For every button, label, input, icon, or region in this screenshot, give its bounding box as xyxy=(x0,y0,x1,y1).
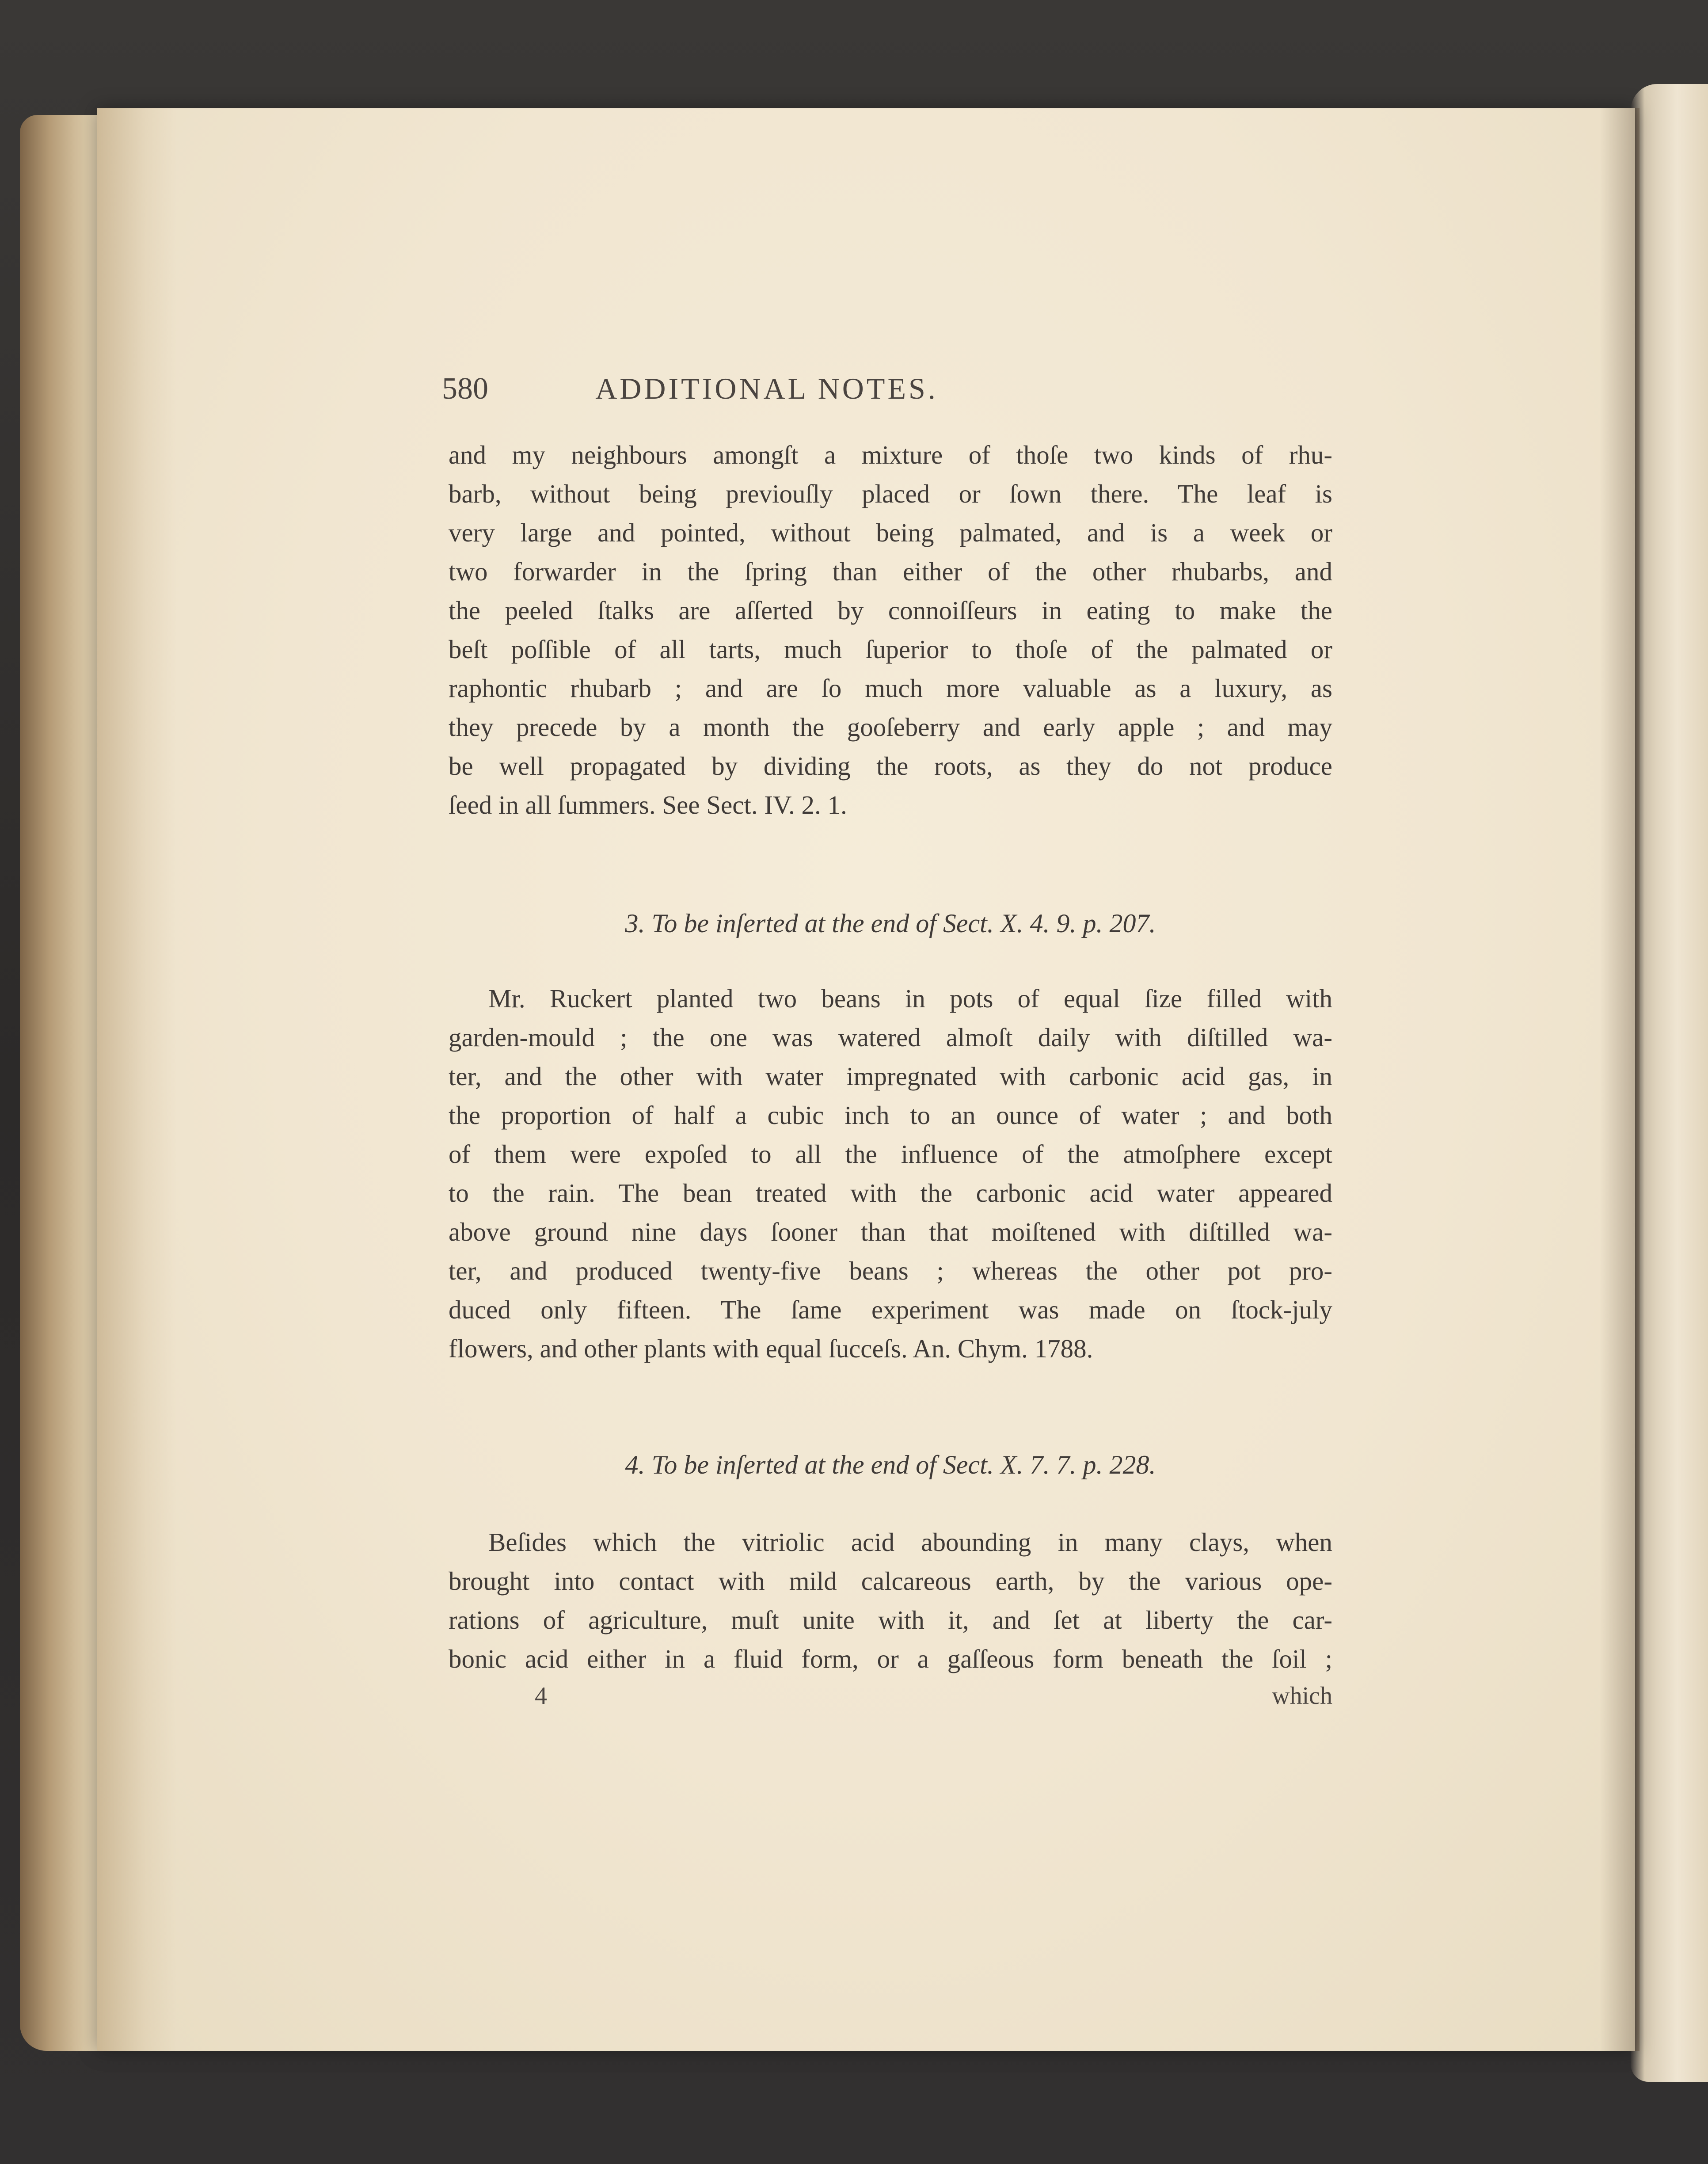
signature-mark: 4 xyxy=(535,1682,547,1710)
text-line: ſeed in all ſummers. See Sect. IV. 2. 1. xyxy=(449,790,847,819)
text-line: barb, without being previouſly placed or ſown there. The leaf is xyxy=(449,479,1332,508)
note-3-paragraph xyxy=(449,979,1332,1368)
text-line: beſt poſſible of all tarts, much ſuperior to thoſe of the palmated or xyxy=(449,635,1332,664)
text-line: and my neighbours amongſt a mixture of thoſe two kinds of rhu- xyxy=(449,440,1332,469)
continuation-paragraph xyxy=(449,435,1332,824)
text-line: two forwarder in the ſpring than either of the other rhubarbs, and xyxy=(449,557,1332,586)
text-line: duced only fifteen. The ſame experiment was made on ſtock-july xyxy=(449,1295,1332,1324)
running-head xyxy=(442,371,1317,411)
text-line: Mr. Ruckert planted two beans in pots of equal ſize filled with xyxy=(488,984,1332,1013)
text-line: the proportion of half a cubic inch to an ounce of water ; and both xyxy=(449,1101,1332,1130)
page-number: 580 xyxy=(442,372,488,406)
text-line: flowers, and other plants with equal ſucceſs. An. Chym. 1788. xyxy=(449,1334,1093,1363)
text-line: garden-mould ; the one was watered almoſt daily with diſtilled wa- xyxy=(449,1023,1332,1052)
gutter-shadow xyxy=(1600,108,1640,2051)
note-4-paragraph xyxy=(449,1523,1332,1678)
text-line: Beſides which the vitriolic acid abounding in many clays, when xyxy=(488,1528,1332,1557)
text-line: brought into contact with mild calcareous earth, by the various ope- xyxy=(449,1566,1332,1596)
text-line: to the rain. The bean treated with the carbonic acid water appeared xyxy=(449,1178,1332,1208)
text-line: very large and pointed, without being palmated, and is a week or xyxy=(449,518,1332,547)
text-line: they precede by a month the gooſeberry and early apple ; and may xyxy=(449,712,1332,742)
catchword: which xyxy=(1272,1682,1332,1710)
text-line: raphontic rhubarb ; and are ſo much more valuable as a luxury, as xyxy=(449,674,1332,703)
note-4-heading: 4. To be inſerted at the end of Sect. X. 7. 7. p. 228. xyxy=(625,1450,1156,1479)
note-3-heading: 3. To be inſerted at the end of Sect. X. 4. 9. p. 207. xyxy=(625,909,1156,938)
text-line: above ground nine days ſooner than that moiſtened with diſtilled wa- xyxy=(449,1217,1332,1246)
text-line: of them were expoſed to all the influence of the atmoſphere except xyxy=(449,1139,1332,1169)
page-stain xyxy=(97,108,177,2051)
text-line: ter, and the other with water impregnated with carbonic acid gas, in xyxy=(449,1062,1332,1091)
running-title: ADDITIONAL NOTES. xyxy=(595,372,938,405)
facing-page-edge xyxy=(1631,84,1708,2082)
text-line: ter, and produced twenty-five beans ; whereas the other pot pro- xyxy=(449,1256,1332,1285)
text-line: the peeled ſtalks are aſſerted by connoiſſeurs in eating to make the xyxy=(449,596,1332,625)
text-line: be well propagated by dividing the roots, as they do not produce xyxy=(449,751,1332,781)
text-line: bonic acid either in a fluid form, or a gaſſeous form beneath the ſoil ; xyxy=(449,1644,1332,1673)
text-line: rations of agriculture, muſt unite with it, and ſet at liberty the car- xyxy=(449,1605,1332,1634)
page-footer xyxy=(449,1682,1332,1717)
